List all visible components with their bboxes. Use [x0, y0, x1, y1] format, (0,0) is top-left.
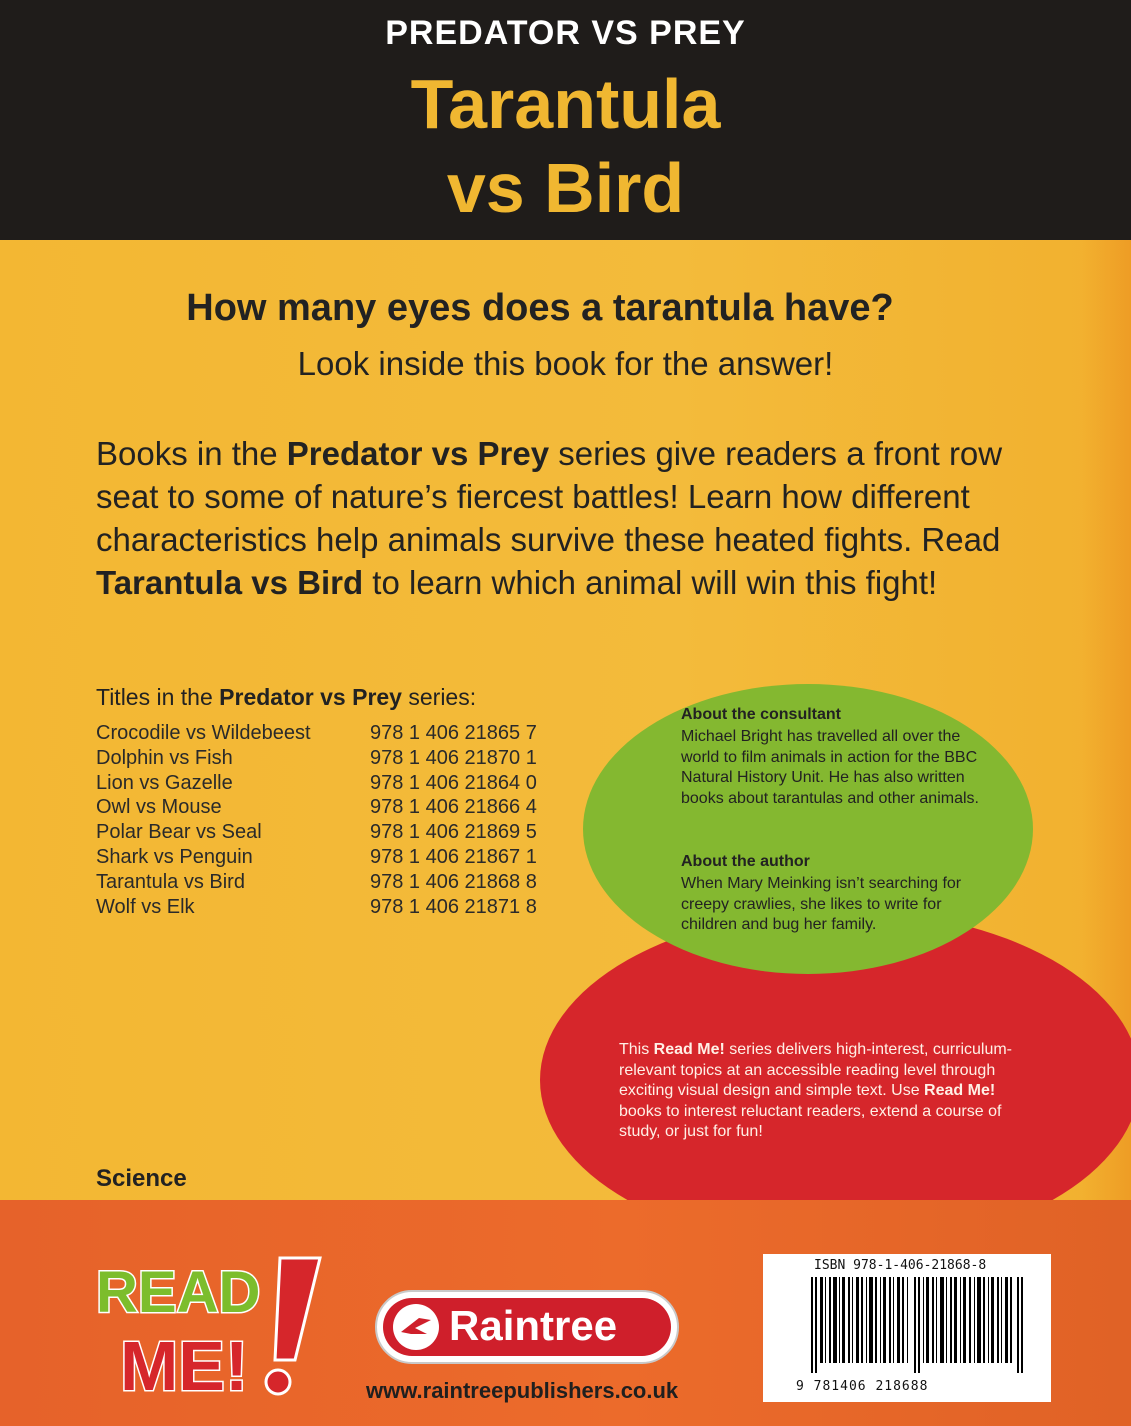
author-text: When Mary Meinking isn’t searching for creepy crawlies, she likes to write for children and bug her family. — [681, 875, 962, 933]
book-title-line1: Tarantula — [410, 65, 721, 143]
titles-heading-series: Predator vs Prey — [219, 684, 402, 710]
publisher-url: www.raintreepublishers.co.uk — [366, 1378, 679, 1403]
bird-icon — [393, 1304, 439, 1350]
title-name: Polar Bear vs Seal — [96, 821, 262, 844]
title-row — [96, 821, 576, 846]
raintree-logo — [375, 1290, 679, 1364]
author-heading: About the author — [681, 853, 810, 870]
title-row — [96, 896, 576, 921]
readme-text: series delivers high-interest, curriculum-relevant topics at an accessible reading level through exciting visual design and simple text. Use — [619, 1041, 1012, 1099]
readme-text: This — [619, 1041, 654, 1058]
readme-brand: Read Me! — [924, 1082, 996, 1099]
title-row — [96, 747, 576, 772]
blurb-text: to learn which animal will win this fight! — [363, 564, 938, 601]
raintree-logo-badge — [383, 1298, 671, 1356]
blurb-text: Books in the — [96, 435, 287, 472]
barcode-icon — [811, 1277, 1025, 1373]
title-row — [96, 846, 576, 871]
read-me-logo — [90, 1250, 330, 1400]
title-isbn: 978 1 406 21869 5 — [370, 821, 537, 844]
exclamation-dot-icon — [266, 1370, 290, 1394]
readme-brand: Read Me! — [653, 1041, 725, 1058]
consultant-text: Michael Bright has travelled all over the world to film animals in action for the BBC Natural History Unit. He has also written books about tarantulas and other animals. — [681, 728, 979, 807]
title-name: Tarantula vs Bird — [96, 870, 245, 893]
title-row — [96, 796, 576, 821]
read-me-logo-read: READ — [96, 1260, 261, 1325]
raintree-emblem-icon — [393, 1304, 439, 1350]
title-name: Wolf vs Elk — [96, 895, 195, 918]
title-name: Dolphin vs Fish — [96, 746, 233, 769]
read-me-logo-me: ME! — [120, 1327, 249, 1400]
title-name: Lion vs Gazelle — [96, 771, 233, 794]
title-row — [96, 722, 576, 747]
titles-heading-text: Titles in the — [96, 684, 220, 710]
series-blurb — [96, 432, 1036, 604]
question-heading: How many eyes does a tarantula have? — [186, 287, 894, 329]
subject-label: Science — [96, 1165, 187, 1192]
answer-line: Look inside this book for the answer! — [297, 345, 834, 382]
consultant-heading: About the consultant — [681, 706, 841, 723]
raintree-wordmark: Raintree — [449, 1302, 618, 1349]
title-isbn: 978 1 406 21871 8 — [370, 895, 537, 918]
book-title-line2: vs Bird — [446, 149, 685, 227]
title-name: Owl vs Mouse — [96, 796, 222, 819]
blurb-series-name: Predator vs Prey — [286, 435, 550, 472]
blurb-text: series give readers a front row seat to some of nature’s fiercest battles! Learn how different characteristics help animals survive these heated fights. Read — [96, 435, 1003, 558]
isbn-label: ISBN 978-1-406-21868-8 — [814, 1258, 987, 1273]
title-name: Crocodile vs Wildebeest — [96, 722, 311, 744]
title-isbn: 978 1 406 21868 8 — [370, 870, 537, 893]
title-isbn: 978 1 406 21866 4 — [370, 796, 537, 819]
title-name: Shark vs Penguin — [96, 845, 253, 868]
titles-heading-text: series: — [401, 684, 477, 710]
title-row — [96, 772, 576, 797]
title-isbn: 978 1 406 21864 0 — [370, 771, 537, 794]
series-title: PREDATOR VS PREY — [385, 14, 746, 52]
title-isbn: 978 1 406 21865 7 — [370, 722, 537, 744]
blurb-book-name: Tarantula vs Bird — [96, 564, 364, 601]
readme-series-blurb — [619, 1040, 1029, 1143]
barcode-digits: 9 781406 218688 — [796, 1379, 929, 1394]
titles-heading — [96, 684, 476, 711]
readme-text: books to interest reluctant readers, extend a course of study, or just for fun! — [619, 1102, 1002, 1140]
title-row — [96, 871, 576, 896]
title-isbn: 978 1 406 21867 1 — [370, 845, 537, 868]
exclamation-icon — [275, 1258, 320, 1360]
title-isbn: 978 1 406 21870 1 — [370, 746, 537, 769]
titles-list — [96, 722, 576, 920]
